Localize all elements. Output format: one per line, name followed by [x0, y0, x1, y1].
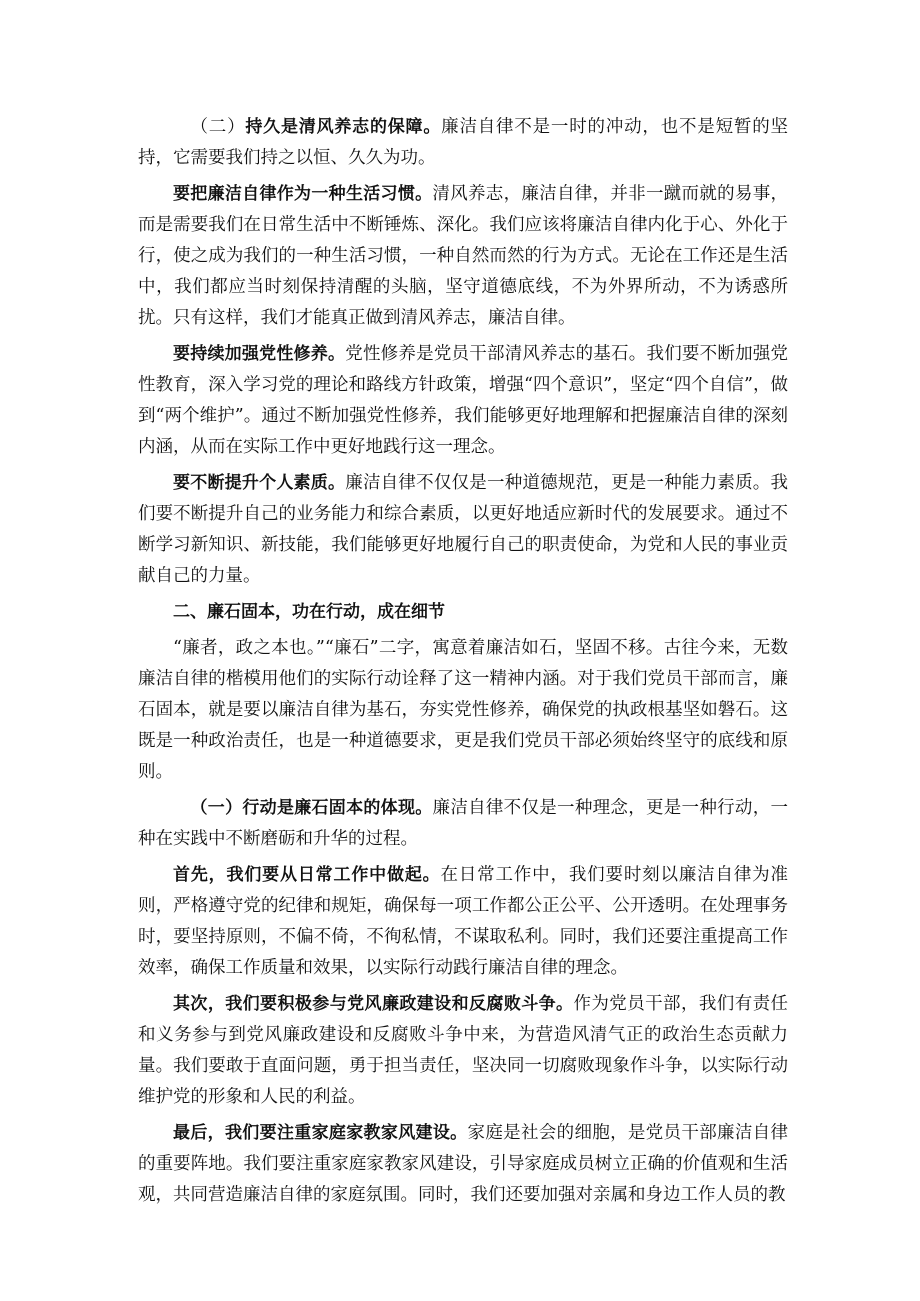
paragraph-second	[138, 989, 788, 1113]
paragraph-body: 家庭是社会的细胞，是党员干部廉洁自律的重要阵地。我们要注重家庭家教家风建设，引导家庭成员树立正确的价值观和生活观，共同营造廉洁自律的家庭氛围。同时，我们还要加强对亲属和身边工作人员的教	[138, 1123, 788, 1205]
paragraph-body: “廉者，政之本也。”“廉石”二字，寓意着廉洁如石，坚固不移。古往今来，无数廉洁自律的楷模用他们的实际行动诠释了这一精神内涵。对于我们党员干部而言，廉石固本，就是要以廉洁自律为基石，夯实党性修养，确保党的执政根基坚如磐石。这既是一种政治责任，也是一种道德要求，更是我们党员干部必须始终坚守的底线和原则。	[138, 638, 788, 782]
paragraph-lead: 要持续加强党性修养。	[173, 344, 346, 364]
paragraph-lead: （一）行动是廉石固本的体现。	[190, 798, 433, 818]
paragraph-body: 党性修养是党员干部清风养志的基石。我们要不断加强党性教育，深入学习党的理论和路线方针政策，增强“四个意识”，坚定“四个自信”，做到“两个维护”。通过不断加强党性修养，我们能够更好地理解和把握廉洁自律的深刻内涵，从而在实际工作中更好地践行这一理念。	[138, 344, 789, 457]
paragraph-personal-quality	[138, 468, 788, 592]
paragraph-body: 廉洁自律不是一时的冲动，也不是短暂的坚持，它需要我们持之以恒、久久为功。	[138, 117, 788, 168]
paragraph-body: 在日常工作中，我们要时刻以廉洁自律为准则，严格遵守党的纪律和规矩，确保每一项工作都公正公平、公开透明。在处理事务时，要坚持原则，不偏不倚，不徇私情，不谋取私利。同时，我们还要注重提高工作效率，确保工作质量和效果，以实际行动践行廉洁自律的理念。	[138, 865, 788, 978]
paragraph-persistence	[138, 112, 788, 174]
paragraph-body: 廉洁自律不仅是一种理念，更是一种行动，一种在实践中不断磨砺和升华的过程。	[138, 798, 788, 849]
paragraph-lead: 要不断提升个人素质。	[173, 473, 346, 493]
paragraph-body: 作为党员干部，我们有责任和义务参与到党风廉政建设和反腐败斗争中来，为营造风清气正的政治生态贡献力量。我们要敢于直面问题，勇于担当责任，坚决同一切腐败现象作斗争，以实际行动维护党的形象和人民的利益。	[138, 994, 789, 1107]
paragraph-lead: 首先，我们要从日常工作中做起。	[173, 865, 441, 885]
paragraph-last	[138, 1118, 788, 1211]
paragraph-action	[138, 793, 788, 855]
paragraph-party-spirit	[138, 339, 788, 463]
paragraph-habit	[138, 179, 788, 334]
paragraph-lead: 持久是清风养志的保障。	[245, 117, 442, 137]
paragraph-lian-shi	[138, 633, 788, 788]
document-page	[138, 112, 788, 1216]
section-prefix: （二）	[190, 117, 246, 137]
paragraph-lead: 其次，我们要积极参与党风廉政建设和反腐败斗争。	[173, 994, 574, 1014]
paragraph-first	[138, 860, 788, 984]
paragraph-body: 廉洁自律不仅仅是一种道德规范，更是一种能力素质。我们要不断提升自己的业务能力和综合素质，以更好地适应新时代的发展要求。通过不断学习新知识、新技能，我们能够更好地履行自己的职责使命，为党和人民的事业贡献自己的力量。	[138, 473, 789, 586]
paragraph-lead: 要把廉洁自律作为一种生活习惯。	[173, 184, 433, 204]
paragraph-body: 清风养志，廉洁自律，并非一蹴而就的易事，而是需要我们在日常生活中不断锤炼、深化。我们应该将廉洁自律内化于心、外化于行，使之成为我们的一种生活习惯，一种自然而然的行为方式。无论在工作还是生活中，我们都应当时刻保持清醒的头脑，坚守道德底线，不为外界所动，不为诱惑所扰。只有这样，我们才能真正做到清风养志，廉洁自律。	[138, 184, 789, 328]
section-heading	[138, 597, 788, 628]
paragraph-lead: 最后，我们要注重家庭家教家风建设。	[173, 1123, 468, 1143]
section-heading-text: 二、廉石固本，功在行动，成在细节	[173, 602, 445, 622]
